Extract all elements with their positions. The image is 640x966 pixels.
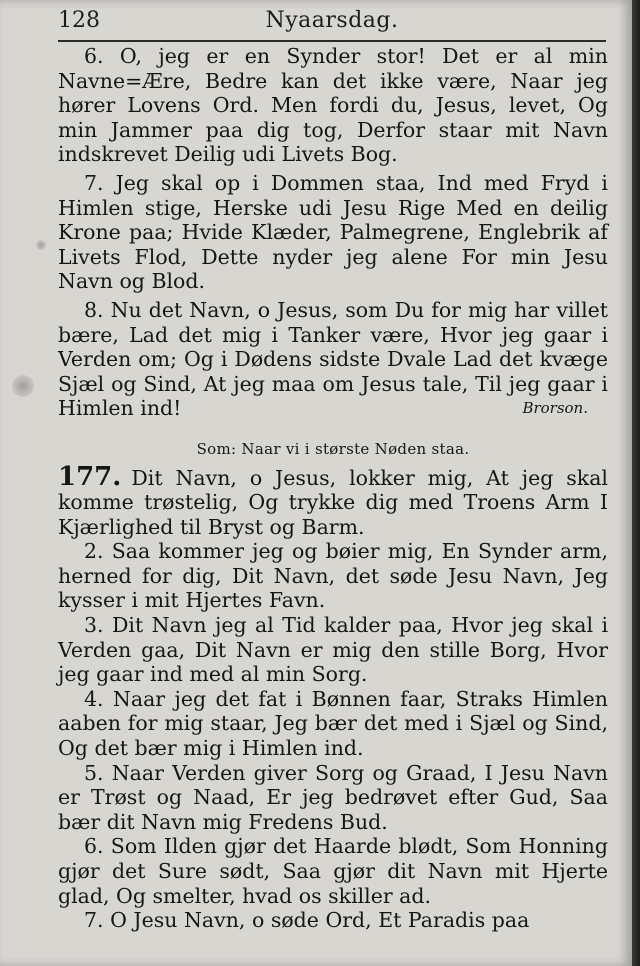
- paper-smudge: [12, 375, 34, 397]
- hymn-177-verse-6: 6. Som Ilden gjør det Haarde blødt, Som Honning gjør det Sure sødt, Saa gjør dit Navn mit Hjerte glad, Og smelter, hvad os skiller ad.: [58, 834, 608, 908]
- page-number: 128: [58, 8, 100, 33]
- hymn-177-number: 177.: [58, 461, 122, 492]
- hymn-176-verse-8-text: 8. Nu det Navn, o Jesus, som Du for mig har villet bære, Lad det mig i Tanker være, Hvor jeg gaar i Verden om; Og i Dødens sidste Dvale Lad det kvæge Sjæl og Sind, At jeg maa om Jesus tale, Til jeg gaar i Himlen ind!: [58, 297, 608, 421]
- hymn-177-verse-5: 5. Naar Verden giver Sorg og Graad, I Jesu Navn er Trøst og Naad, Er jeg bedrøvet efter Gud, Saa bær dit Navn mig Fredens Bud.: [58, 760, 608, 834]
- page-content: [58, 44, 608, 933]
- hymn-177-verse-1-text: Dit Navn, o Jesus, lokker mig, At jeg skal komme trøstelig, Og trykke dig med Troens Arm I Kjærlighed til Bryst og Barm.: [58, 465, 608, 539]
- header-rule: [58, 40, 606, 42]
- page-header: [58, 4, 606, 38]
- hymn-177-verse-7: 7. O Jesu Navn, o søde Ord, Et Paradis paa: [84, 908, 530, 933]
- hymn-176-verse-6: 6. O, jeg er en Synder stor! Det er al min Navne=Ære, Bedre kan det ikke være, Naar jeg hører Lovens Ord. Men fordi du, Jesus, levet, Og min Jammer paa dig tog, Derfor staar mit Navn indskrevet Deilig udi Livets Bog.: [58, 44, 608, 167]
- paper-spot: [36, 240, 46, 250]
- hymn-177-verse-2: 2. Saa kommer jeg og bøier mig, En Synder arm, herned for dig, Dit Navn, det søde Jesu Navn, Jeg kysser i mit Hjertes Favn.: [58, 539, 608, 613]
- hymn-177-melody: Som: Naar vi i største Nøden staa.: [196, 439, 470, 458]
- hymn-177-verse-1: [58, 461, 608, 540]
- running-title: Nyaarsdag.: [265, 8, 399, 33]
- book-spine: [632, 0, 640, 966]
- hymn-177-verse-3: 3. Dit Navn jeg al Tid kalder paa, Hvor jeg skal i Verden gaa, Dit Navn er mig den stille Borg, Hvor jeg gaar ind med al min Sorg.: [58, 613, 608, 687]
- hymn-176-author: Brorson.: [522, 399, 588, 418]
- hymn-176-verse-8: [58, 298, 608, 421]
- hymn-176-verse-7: 7. Jeg skal op i Dommen staa, Ind med Fryd i Himlen stige, Herske udi Jesu Rige Med en deilig Krone paa; Hvide Klæder, Palmegrene, Englebrik af Livets Flod, Dette nyder jeg alene For min Jesu Navn og Blod.: [58, 170, 608, 294]
- hymn-177-verse-4: 4. Naar jeg det fat i Bønnen faar, Straks Himlen aaben for mig staar, Jeg bær det med i Sjæl og Sind, Og det bær mig i Himlen ind.: [58, 686, 608, 761]
